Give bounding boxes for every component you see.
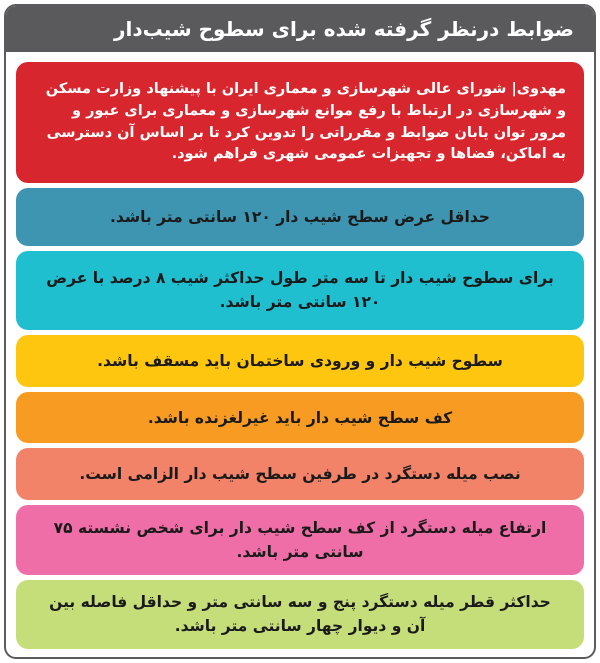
rule-item <box>16 505 584 575</box>
card-header <box>6 6 594 52</box>
rule-item <box>16 580 584 650</box>
rule-text: نصب میله دستگرد در طرفین سطح شیب دار الزامی است. <box>79 465 521 484</box>
rules-list <box>16 62 584 649</box>
rule-text: ارتفاع میله دستگرد از کف سطح شیب دار برای شخص نشسته ۷۵ سانتی متر باشد. <box>53 518 547 561</box>
rule-item <box>16 448 584 500</box>
page-title: ضوابط درنظر گرفته شده برای سطوح شیب‌دار <box>114 17 574 41</box>
info-card <box>4 4 596 659</box>
rule-text: برای سطوح شیب دار تا سه متر طول حداکثر شیب ۸ درصد با عرض ۱۲۰ سانتی متر باشد. <box>46 269 554 312</box>
rule-item <box>16 251 584 330</box>
rule-text: کف سطح شیب دار باید غیرلغزنده باشد. <box>147 408 453 427</box>
rule-text: حداکثر قطر میله دستگرد پنج و سه سانتی متر و حداقل فاصله بین آن و دیوار چهار سانتی متر باشد. <box>49 593 551 636</box>
intro-text: مهدوی| شورای عالی شهرسازی و معماری ایران با پیشنهاد وزارت مسکن و شهرسازی در ارتباط با رفع موانع شهرسازی و معماری برای عبور و مرور توان یابان ضوابط و مقرراتی را تدوین کرد تا بر اساس آن دسترسی به اماکن، فضاها و تجهیزات عمومی شهری فراهم شود. <box>45 81 566 163</box>
rule-item <box>16 335 584 387</box>
rule-text: سطوح شیب دار و ورودی ساختمان باید مسقف باشد. <box>97 351 503 370</box>
intro-paragraph <box>16 62 584 183</box>
rule-text: حداقل عرض سطح شیب دار ۱۲۰ سانتی متر باشد. <box>110 207 490 226</box>
rule-item <box>16 188 584 246</box>
rule-item <box>16 392 584 444</box>
